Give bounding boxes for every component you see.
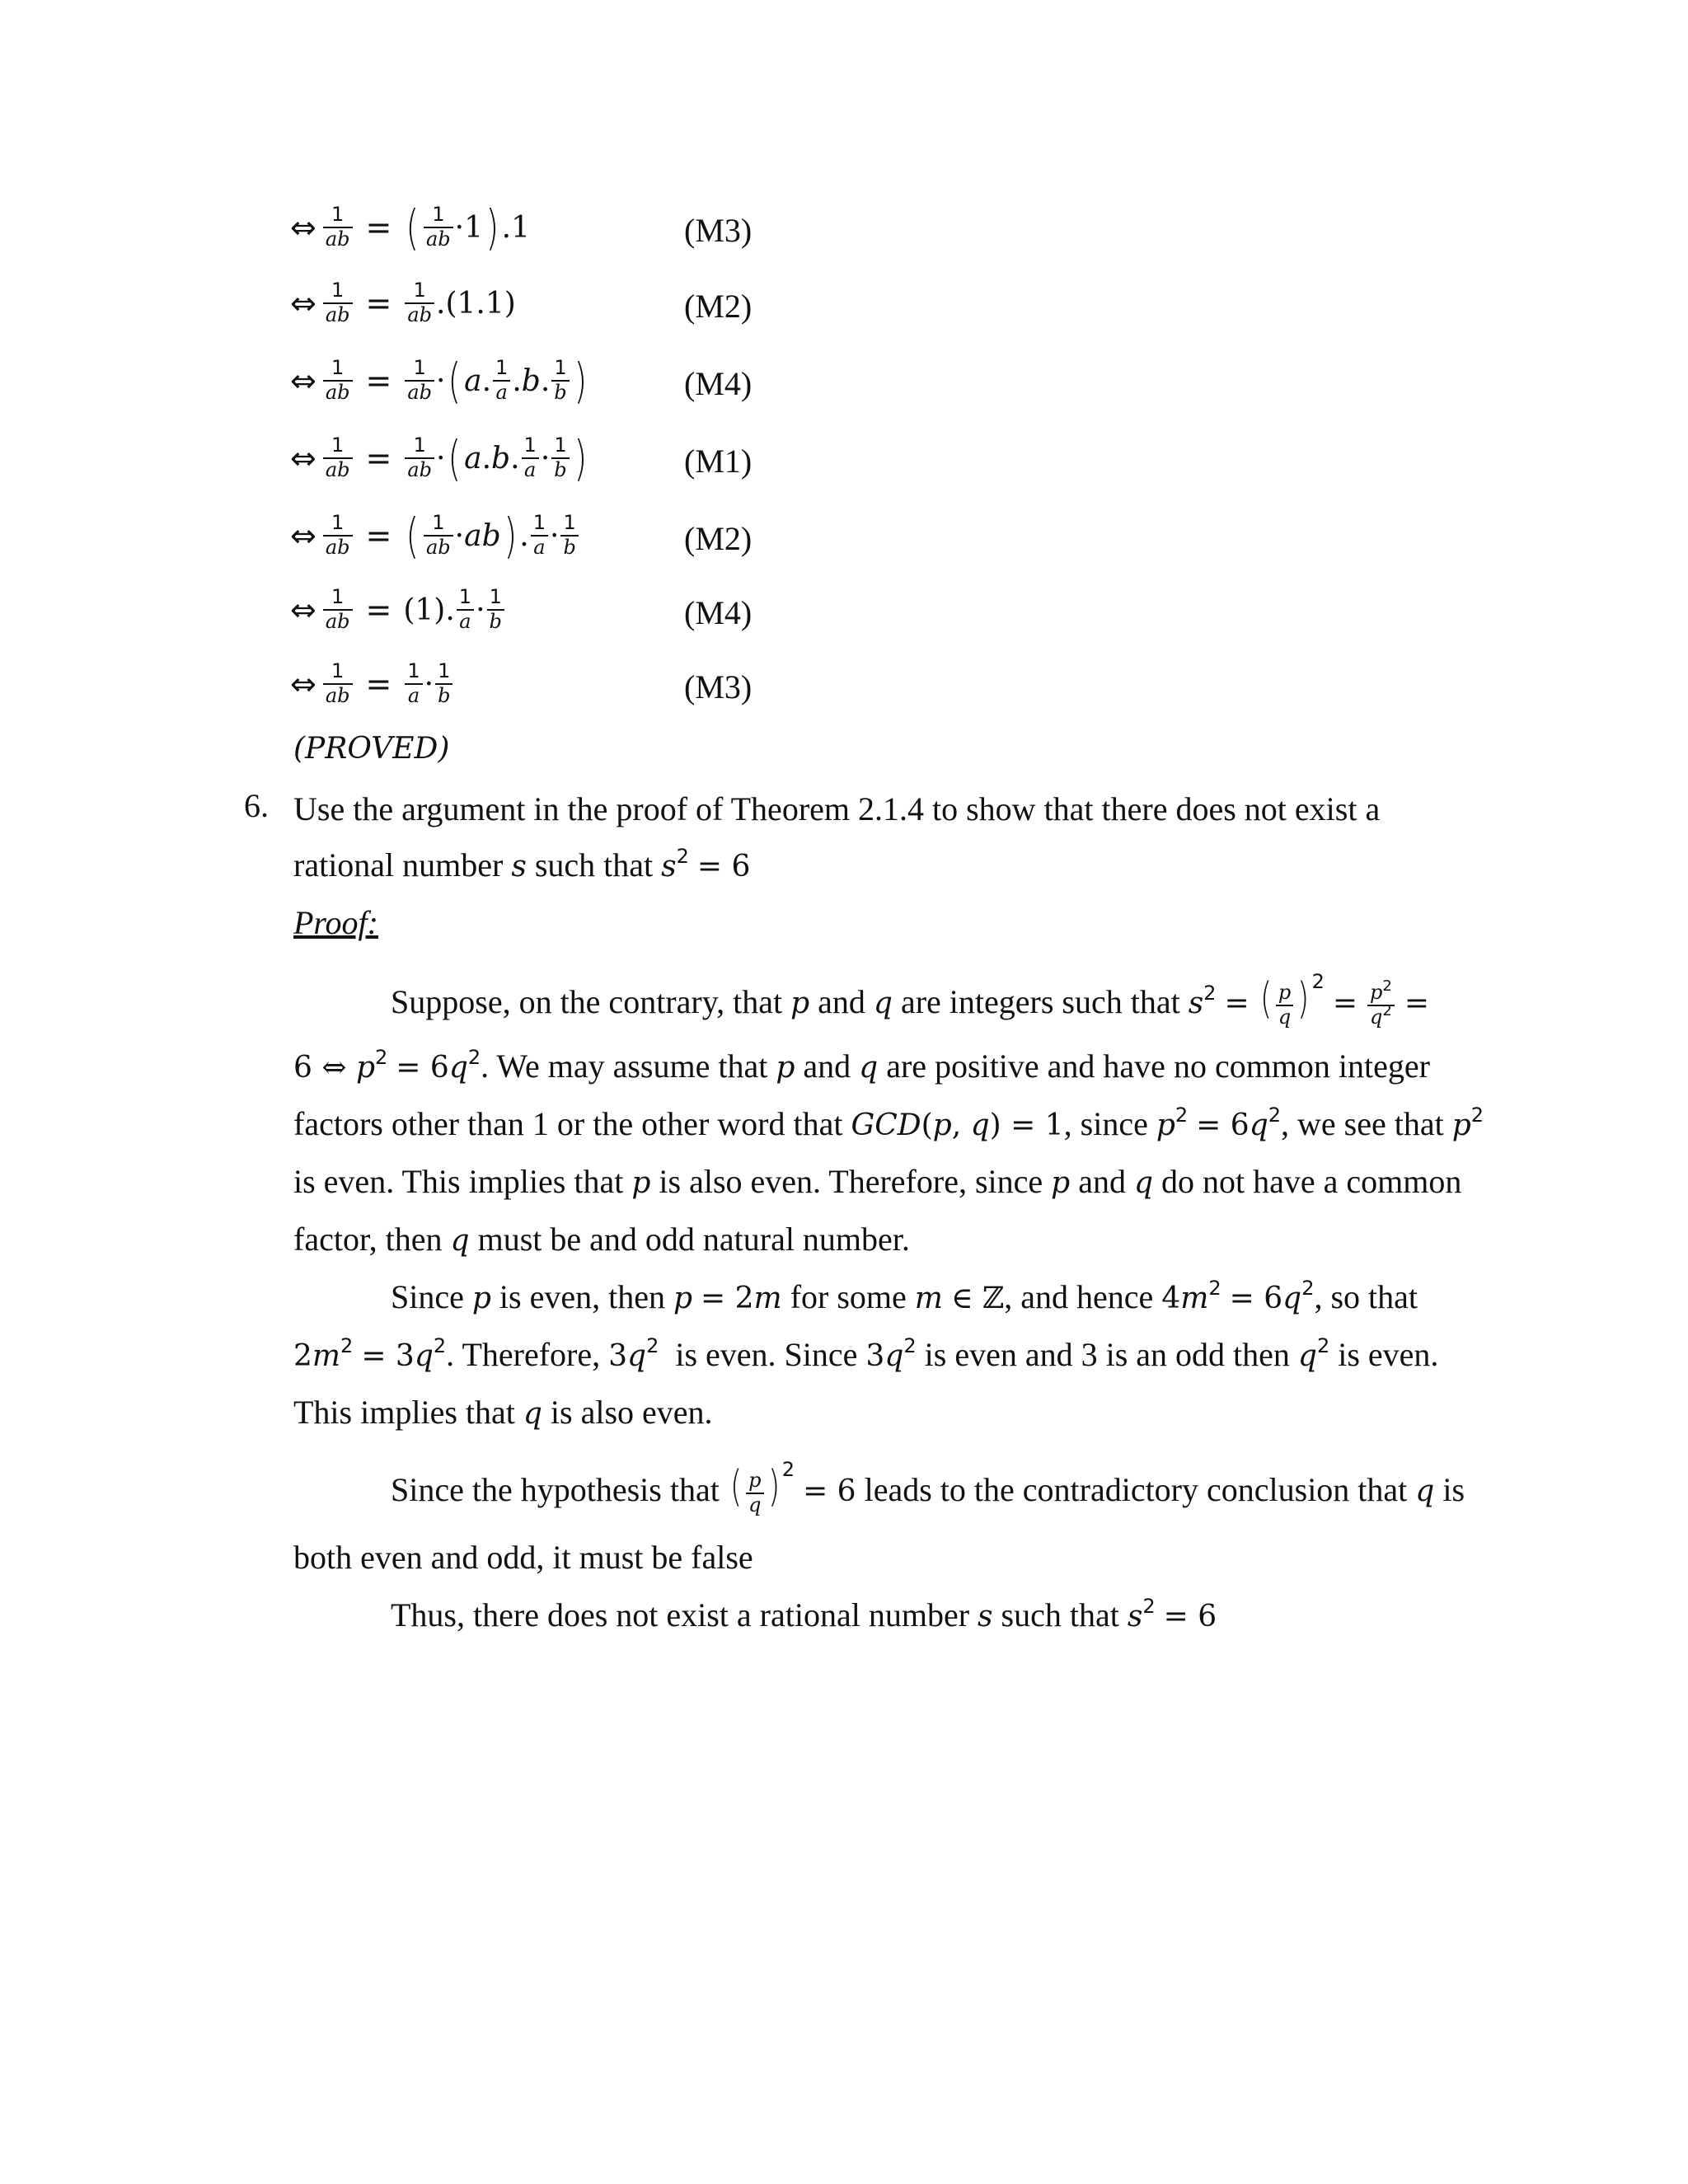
derivation-step-7: ⇔ $\frac{1}{ab}$ = $\frac{1}{a}$ · $\frac{1}{b}$	[290, 651, 454, 717]
paragraph-1-line-4: is even. This implies that p is also even. Therefore, since p and q do not have a common	[293, 1163, 1462, 1200]
problem-number: 6.	[244, 787, 269, 824]
derivation-step-4: ⇔ $\frac{1}{ab}$ = $\frac{1}{ab}$ · ( a . b . $\frac{1}{a}$ · $\frac{1}{b}$ )	[290, 430, 587, 486]
derivation-step-6: ⇔ $\frac{1}{ab}$ = (1). $\frac{1}{a}$ · $\frac{1}{b}$	[290, 577, 506, 643]
axiom-tag: (M2)	[684, 520, 753, 557]
axiom-tag: (M2)	[684, 288, 753, 325]
axiom-tag: (M3)	[684, 212, 753, 249]
derivation-step-3: ⇔ $\frac{1}{ab}$ = $\frac{1}{ab}$ · ( a . $\frac{1}{a}$ . b . $\frac{1}{b}$ )	[290, 353, 587, 409]
axiom-tag: (M3)	[684, 668, 753, 705]
axiom-tag: (M1)	[684, 443, 753, 480]
axiom-tag: (M4)	[684, 365, 753, 402]
derivation-step-5: ⇔ $\frac{1}{ab}$ = ( $\frac{1}{ab}$ · ab ) . $\frac{1}{a}$ · $\frac{1}{b}$	[290, 503, 580, 569]
iff-symbol: ⇔	[290, 209, 316, 246]
derivation-step-1: ⇔ $\frac{1}{ab}$ = ( $\frac{1}{ab}$ ·1 ) .1	[290, 199, 531, 255]
axiom-tag: (M4)	[684, 594, 753, 631]
paragraph-1-line-5: factor, then q must be and odd natural number.	[293, 1221, 910, 1258]
paragraph-2-line-3: This implies that q is also even.	[293, 1394, 713, 1431]
paragraph-1-line-3: factors other than 1 or the other word that GCD(p, q) = 1, since $p^2 = 6q^2$, we see that $p^2$	[293, 1104, 1484, 1142]
paragraph-1-line-2: 6 ⇔ $p^2 = 6q^2$. We may assume that p and q are positive and have no common integer	[293, 1046, 1430, 1085]
conclusion-line: Thus, there does not exist a rational number s such that $s^2 = 6$	[391, 1595, 1217, 1633]
paragraph-3-line-1: Since the hypothesis that ( $\frac{p}{q}$ ) $^2$ = 6 leads to the contradictory conclusion that q is	[391, 1458, 1465, 1516]
derivation-step-2: ⇔ $\frac{1}{ab}$ = $\frac{1}{ab}$ .(1.1)	[290, 279, 516, 326]
problem-statement-line-1: Use the argument in the proof of Theorem 2.1.4 to show that there does not exist a	[293, 790, 1381, 827]
paragraph-2-line-2: $2m^2 = 3q^2$. Therefore, $3q^2$ is even. Since $3q^2$ is even and 3 is an odd then $q^2$ is even.	[293, 1334, 1439, 1373]
proved-label: (PROVED)	[293, 732, 450, 766]
paragraph-1-line-1: Suppose, on the contrary, that p and q are integers such that $s^2$ = ( $\frac{p}{q}$ ) $^2$ = $\frac{p^2}{q^2}$ =	[391, 970, 1430, 1029]
paragraph-2-line-1: Since p is even, then p = 2m for some m ∈ ℤ, and hence $4m^2 = 6q^2$, so that	[391, 1277, 1418, 1315]
problem-statement-line-2: rational number s such that $s^2 = 6$	[293, 845, 751, 883]
paragraph-3-line-2: both even and odd, it must be false	[293, 1539, 753, 1576]
proof-label: Proof:	[293, 904, 378, 941]
fraction: $\frac{1}{ab}$	[323, 204, 353, 251]
